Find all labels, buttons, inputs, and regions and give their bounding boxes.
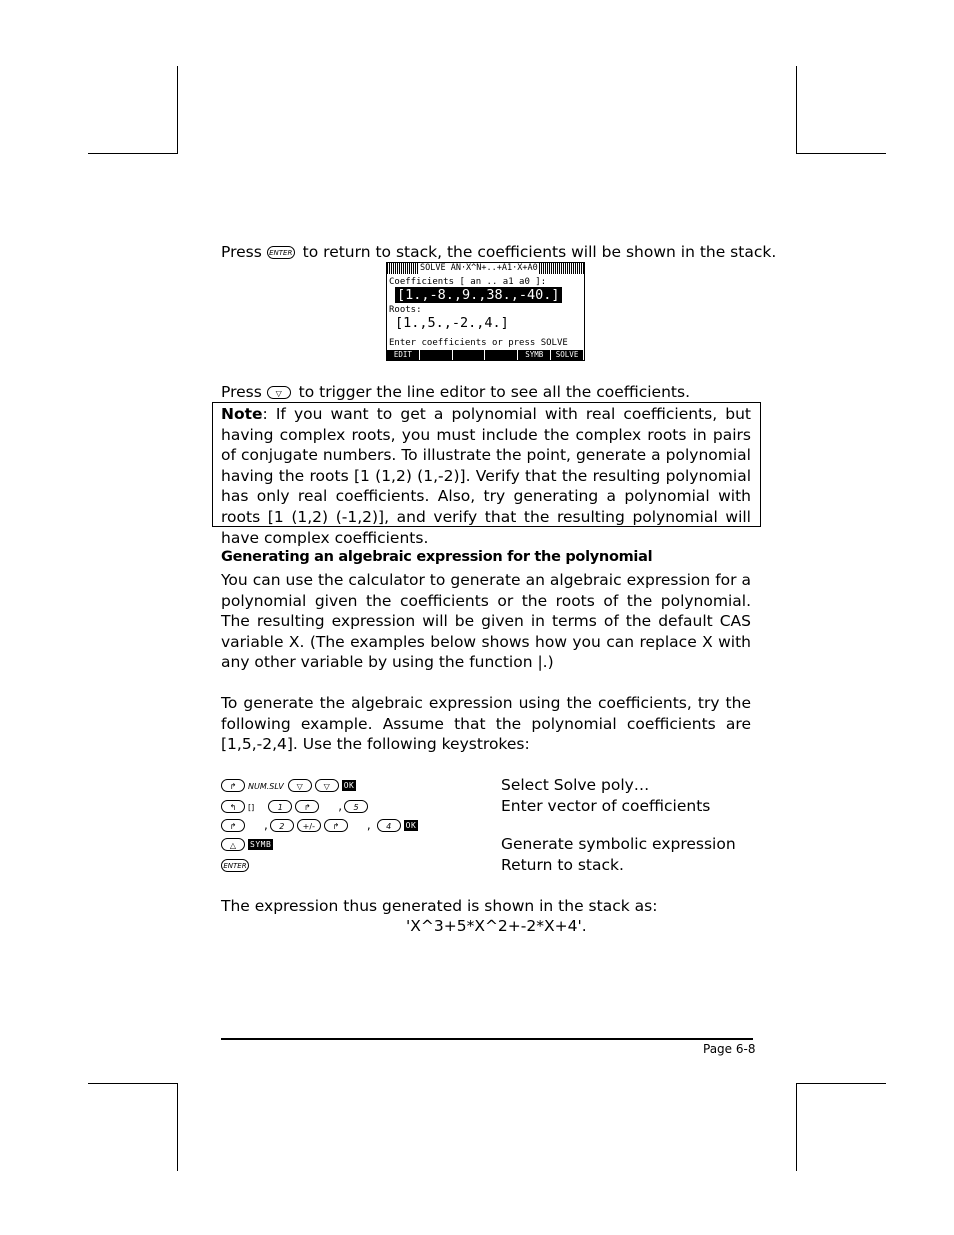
section-heading: Generating an algebraic expression for the polynomial (221, 549, 653, 565)
intro-line (221, 242, 776, 263)
left-shift-key-icon: ↰ (221, 800, 245, 813)
right-shift-key-icon: ↱ (221, 819, 245, 832)
crop-mark (88, 1083, 178, 1084)
softkey-blank (453, 350, 486, 360)
note-text (221, 404, 751, 548)
comma-label: , (366, 818, 371, 832)
softkey-menu (387, 350, 584, 360)
softkey-blank (485, 350, 518, 360)
keystroke-row (221, 834, 276, 854)
enter-key-icon: ENTER (267, 246, 295, 259)
down-arrow-key-icon: ▽ (267, 386, 291, 399)
crop-mark (796, 153, 886, 154)
line-editor-rest: to trigger the line editor to see all the coefficients. (298, 383, 690, 401)
crop-mark (177, 1083, 178, 1171)
two-key-icon: 2 (270, 819, 294, 832)
roots-value: [1.,5.,-2.,4.] (395, 315, 509, 331)
screen-header (387, 263, 584, 274)
section-paragraph-1: You can use the calculator to generate an algebraic expression for a polynomial given the coefficients or the roots of the polynomial. The resulting expression will be given in terms of the default CAS variable X. (The examples below shows how you can replace X with any other variable by using the function |.) (221, 571, 751, 672)
change-sign-key-icon: +/- (297, 819, 321, 832)
enter-key-icon: ENTER (221, 859, 249, 872)
page-number: Page 6-8 (703, 1042, 756, 1056)
line-editor-line (221, 382, 690, 403)
keystroke-desc: Return to stack. (501, 856, 624, 874)
right-shift-key-icon: ↱ (221, 779, 245, 792)
up-arrow-key-icon: △ (221, 838, 245, 851)
one-key-icon: 1 (268, 800, 292, 813)
softkey-blank (420, 350, 453, 360)
footer-rule (221, 1038, 753, 1040)
ok-softkey-icon: OK (405, 821, 417, 830)
roots-label: Roots: (389, 305, 422, 315)
keystroke-desc: Select Solve poly… (501, 776, 650, 794)
five-key-icon: 5 (344, 800, 368, 813)
softkey-edit: EDIT (387, 350, 420, 360)
four-key-icon: 4 (377, 819, 401, 832)
screen-prompt: Enter coefficients or press SOLVE (389, 338, 568, 348)
result-text: The expression thus generated is shown in the stack as: (221, 897, 658, 915)
ok-softkey-icon: OK (343, 781, 355, 790)
coef-value: [1.,-8.,9.,38.,-40.] (397, 287, 560, 303)
note-bold: Note (221, 405, 263, 423)
crop-mark (796, 66, 797, 154)
down-arrow-key-icon: ▽ (315, 779, 339, 792)
line-editor-press: Press (221, 383, 262, 401)
numslv-label: NUM.SLV (248, 782, 284, 791)
section-paragraph-2: To generate the algebraic expression using the coefficients, try the following example. Assume that the polynomial coefficients are [1,5,-2,4]. Use the following keystrokes: (221, 694, 751, 754)
comma-label: , (338, 799, 343, 813)
note-body: : If you want to get a polynomial with real coefficients, but having complex roots, you must include the complex roots in pairs of conjugate numbers. To illustrate the point, generate a polynomial having the roots [1 (1,2) (1,-2)]. Verify that the resulting polynomial has only real coefficients. Also, try generating a polynomial with roots [1 (1,2) (-1,2)], and verify that the resulting polynomial will have complex coefficients. (221, 405, 751, 547)
softkey-symb: SYMB (518, 350, 551, 360)
symb-softkey-icon: SYMB (250, 840, 272, 849)
coef-label: Coefficients [ an .. a1 a0 ]: (389, 277, 547, 287)
keystroke-row (221, 775, 359, 797)
crop-mark (796, 1083, 886, 1084)
right-shift-key-icon: ↱ (324, 819, 348, 832)
screen-header-text: SOLVE AN·X^N+..+A1·X+A0 (420, 263, 538, 273)
crop-mark (88, 153, 178, 154)
softkey-solve: SOLVE (551, 350, 584, 360)
keystroke-row (221, 815, 421, 835)
keystroke-desc: Enter vector of coefficients (501, 797, 711, 815)
right-shift-key-icon: ↱ (295, 800, 319, 813)
intro-rest: to return to stack, the coefficients will be shown in the stack. (302, 243, 777, 261)
down-arrow-key-icon: ▽ (288, 779, 312, 792)
crop-mark (177, 66, 178, 154)
brackets-label: [] (248, 803, 255, 812)
keystroke-row (221, 855, 252, 875)
calculator-screen (386, 262, 585, 361)
result-expression: 'X^3+5*X^2+-2*X+4'. (406, 917, 587, 935)
crop-mark (796, 1083, 797, 1171)
keystroke-desc: Generate symbolic expression (501, 835, 736, 853)
comma-label: , (264, 818, 268, 832)
intro-press: Press (221, 243, 262, 261)
